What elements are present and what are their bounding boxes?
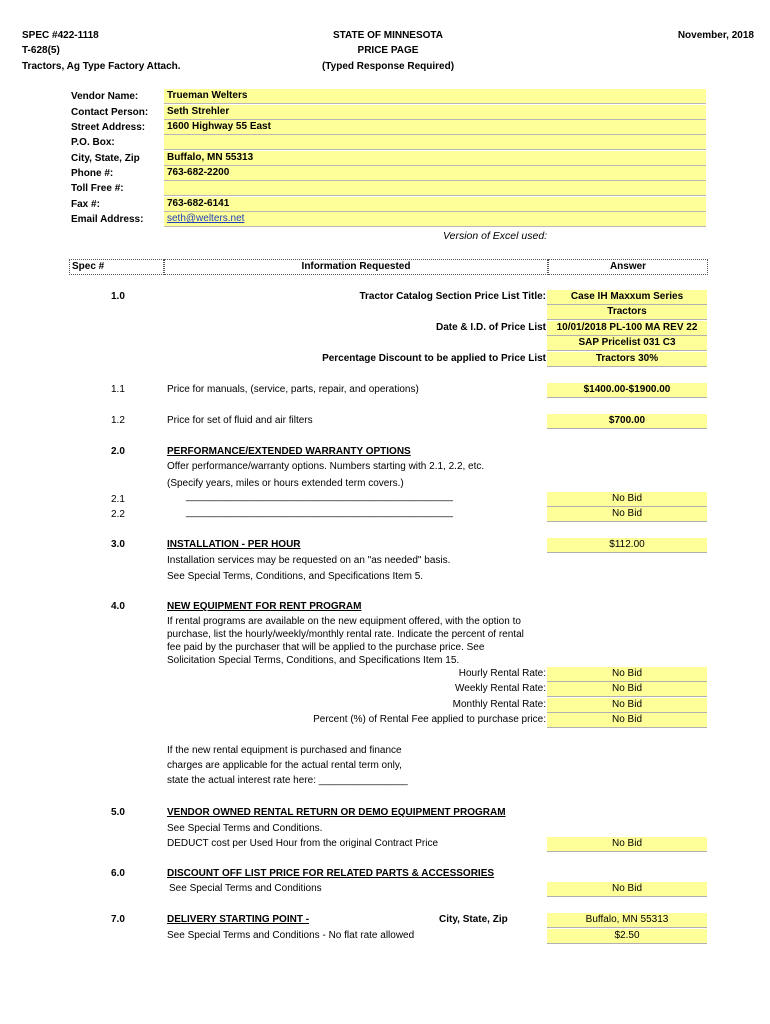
parts-discount-answer[interactable]: No Bid	[547, 882, 707, 897]
weekly-rate-answer[interactable]: No Bid	[547, 682, 707, 697]
item-number: 1.2	[111, 415, 125, 426]
weekly-rate-label: Weekly Rental Rate:	[455, 683, 546, 694]
warranty-2-1-answer[interactable]: No Bid	[547, 492, 707, 507]
vendor-value: 763-682-2200	[167, 167, 230, 178]
item-text: Installation services may be requested on an "as needed" basis.	[167, 555, 451, 566]
info-column-header	[164, 259, 548, 275]
item-number: 2.0	[111, 446, 125, 457]
rental-percent-answer[interactable]: No Bid	[547, 713, 707, 728]
section-title: PERFORMANCE/EXTENDED WARRANTY OPTIONS	[167, 446, 411, 457]
warranty-2-2-answer[interactable]: No Bid	[547, 507, 707, 522]
vendor-label: Phone #:	[71, 168, 114, 179]
page-title: PRICE PAGE	[357, 45, 419, 56]
vendor-value: Trueman Welters	[167, 90, 248, 101]
item-text: See Special Terms and Conditions	[169, 883, 322, 894]
rental-percent-label: Percent (%) of Rental Fee applied to purchase price:	[313, 714, 546, 725]
vendor-value: Buffalo, MN 55313	[167, 152, 254, 163]
spec-column-header	[69, 259, 164, 275]
item-number: 7.0	[111, 914, 125, 925]
answer-column-label: Answer	[609, 261, 647, 272]
delivery-point-answer[interactable]: Buffalo, MN 55313	[547, 913, 707, 928]
phone-field[interactable]	[164, 166, 706, 181]
form-number: T-628(5)	[22, 45, 60, 56]
discount-answer[interactable]: Tractors 30%	[547, 352, 707, 367]
price-list-date-label: Date & I.D. of Price List	[435, 322, 546, 333]
email-link[interactable]: seth@welters.net	[167, 213, 245, 224]
contact-person-field[interactable]	[164, 105, 706, 120]
item-number: 1.0	[111, 291, 125, 302]
item-number: 2.1	[111, 494, 125, 505]
delivery-rate-answer[interactable]: $2.50	[547, 929, 707, 944]
state-title: STATE OF MINNESOTA	[333, 30, 443, 41]
price-list-title-answer[interactable]: Case IH Maxxum Series	[547, 290, 707, 305]
item-text: See Special Terms and Conditions - No flat rate allowed	[167, 930, 415, 941]
installation-rate-answer[interactable]: $112.00	[547, 538, 707, 553]
price-list-title-label: Tractor Catalog Section Price List Title:	[359, 291, 546, 302]
vendor-value: 763-682-6141	[167, 198, 230, 209]
item-text: charges are applicable for the actual rental term only,	[167, 760, 402, 771]
vendor-label: Email Address:	[71, 214, 144, 225]
item-text: If rental programs are available on the new equipment offered, with the option to	[167, 616, 521, 627]
item-text: Solicitation Special Terms, Conditions, and Specifications Item 15.	[167, 655, 460, 666]
monthly-rate-answer[interactable]: No Bid	[547, 698, 707, 713]
fax-field[interactable]	[164, 197, 706, 212]
item-number: 4.0	[111, 601, 125, 612]
spec-column-label: Spec #	[72, 261, 105, 272]
vendor-value: Seth Strehler	[167, 106, 230, 117]
vendor-value: 1600 Highway 55 East	[167, 121, 271, 132]
filters-price-answer[interactable]: $700.00	[547, 414, 707, 429]
spec-number: SPEC #422-1118	[22, 30, 99, 41]
price-list-date-answer[interactable]: 10/01/2018 PL-100 MA REV 22	[547, 321, 707, 336]
interest-rate-field[interactable]: state the actual interest rate here: ________________	[167, 775, 408, 786]
vendor-label: City, State, Zip	[71, 153, 140, 164]
answer-column-header	[548, 259, 708, 275]
item-number: 1.1	[111, 384, 125, 395]
section-title: NEW EQUIPMENT FOR RENT PROGRAM	[167, 601, 362, 612]
item-text: fee paid by the purchaser that will be applied to the purchase price. See	[167, 642, 485, 653]
po-box-field[interactable]	[164, 135, 706, 150]
section-title: DELIVERY STARTING POINT -	[167, 914, 310, 925]
vendor-label: P.O. Box:	[71, 137, 115, 148]
item-number: 5.0	[111, 807, 125, 818]
typed-note: (Typed Response Required)	[321, 61, 455, 72]
item-text: If the new rental equipment is purchased and finance	[167, 745, 402, 756]
vendor-label: Street Address:	[71, 122, 146, 133]
toll-free-field[interactable]	[164, 181, 706, 196]
section-title: INSTALLATION - PER HOUR	[167, 539, 301, 550]
excel-version-label: Version of Excel used:	[443, 230, 548, 242]
vendor-label: Fax #:	[71, 199, 100, 210]
price-list-date-answer-2[interactable]: SAP Pricelist 031 C3	[547, 336, 707, 351]
item-text: DEDUCT cost per Used Hour from the original Contract Price	[167, 838, 439, 849]
blank-line: ________________________________________________	[186, 507, 453, 518]
vendor-label: Contact Person:	[71, 107, 149, 118]
item-text: See Special Terms, Conditions, and Specifications Item 5.	[167, 571, 424, 582]
manuals-price-answer[interactable]: $1400.00-$1900.00	[547, 383, 707, 398]
used-hour-deduct-answer[interactable]: No Bid	[547, 837, 707, 852]
item-number: 6.0	[111, 868, 125, 879]
item-number: 2.2	[111, 509, 125, 520]
street-address-field[interactable]	[164, 120, 706, 135]
info-column-label: Information Requested	[301, 261, 411, 272]
hourly-rate-label: Hourly Rental Rate:	[458, 668, 546, 679]
discount-label: Percentage Discount to be applied to Price List	[322, 353, 546, 364]
price-list-title-answer-2[interactable]: Tractors	[547, 305, 707, 320]
hourly-rate-answer[interactable]: No Bid	[547, 667, 707, 682]
item-text: Price for manuals, (service, parts, repair, and operations)	[167, 384, 419, 395]
item-number: 3.0	[111, 539, 125, 550]
vendor-label: Vendor Name:	[71, 91, 139, 102]
section-title: DISCOUNT OFF LIST PRICE FOR RELATED PARTS & ACCESSORIES	[167, 868, 495, 879]
section-title: VENDOR OWNED RENTAL RETURN OR DEMO EQUIPMENT PROGRAM	[167, 807, 506, 818]
date: November, 2018	[677, 30, 754, 41]
city-state-zip-field[interactable]	[164, 151, 706, 166]
item-text: purchase, list the hourly/weekly/monthly rental rate. Indicate the percent of rental	[167, 629, 524, 640]
item-text: See Special Terms and Conditions.	[167, 823, 323, 834]
item-text: Offer performance/warranty options. Numbers starting with 2.1, 2.2, etc.	[167, 461, 485, 472]
email-field[interactable]	[164, 212, 706, 227]
blank-line: ________________________________________________	[186, 491, 453, 502]
city-state-zip-label: City, State, Zip	[439, 914, 508, 925]
category: Tractors, Ag Type Factory Attach.	[22, 61, 181, 72]
item-text: Price for set of fluid and air filters	[167, 415, 313, 426]
item-text: (Specify years, miles or hours extended term covers.)	[167, 478, 404, 489]
monthly-rate-label: Monthly Rental Rate:	[452, 699, 546, 710]
vendor-label: Toll Free #:	[71, 183, 124, 194]
vendor-name-field[interactable]	[164, 89, 706, 104]
